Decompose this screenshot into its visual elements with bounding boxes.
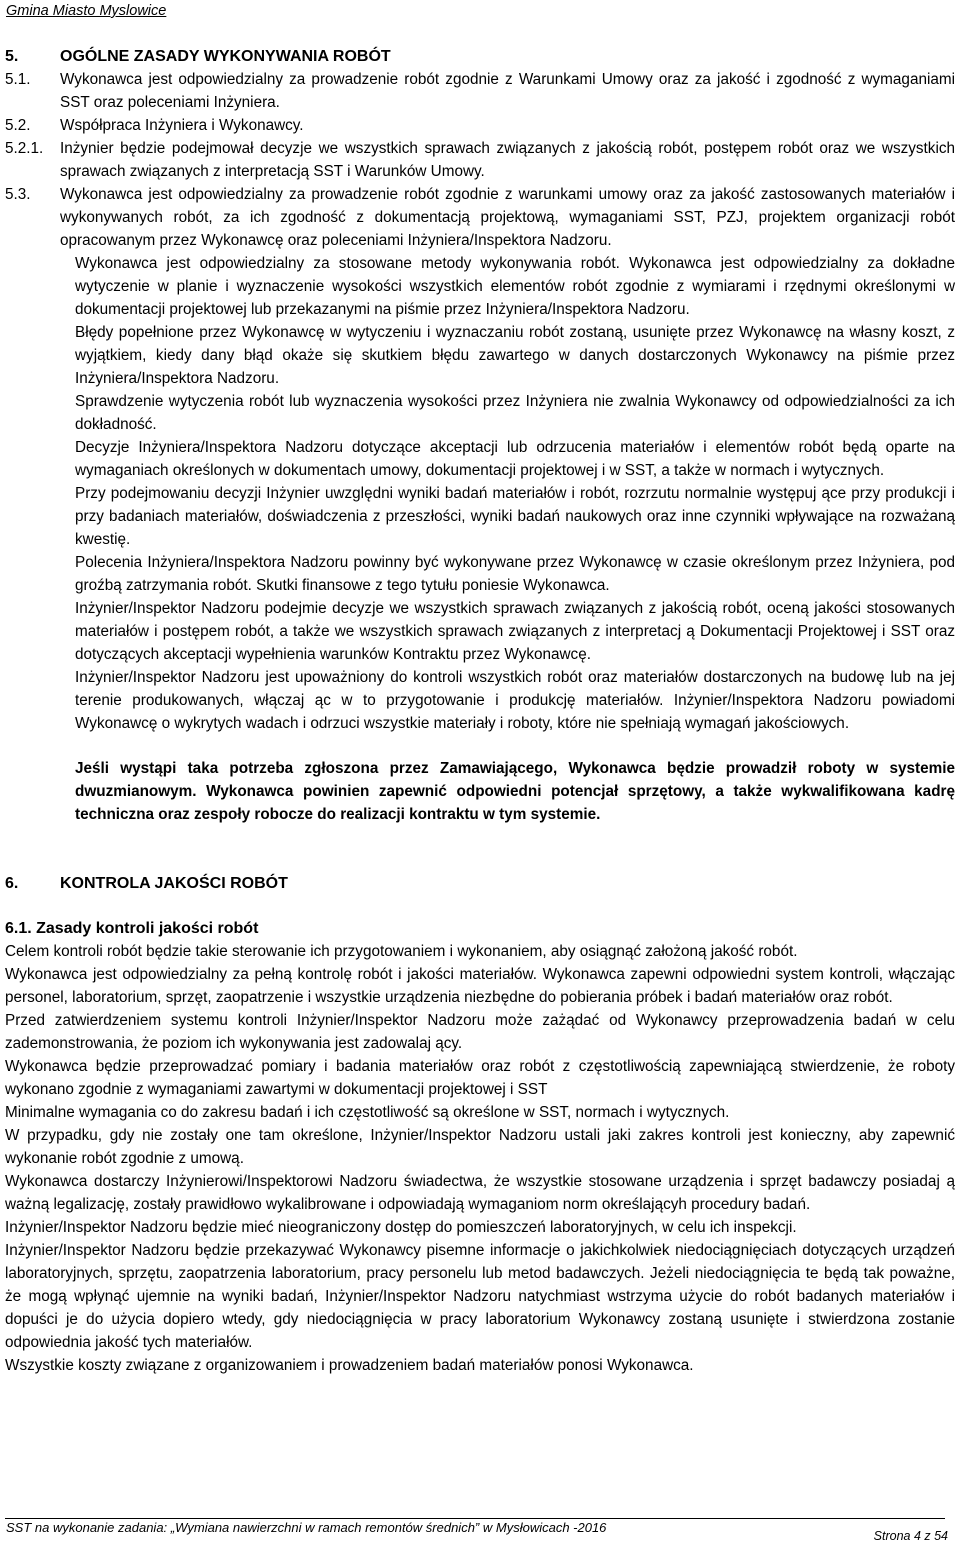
paragraph: Polecenia Inżyniera/Inspektora Nadzoru powinny być wykonywane przez Wykonawcę w czasie określonym przez Inżyniera, pod groźbą zatrzymania robót. Skutki finansowe z tego tytułu poniesie Wykonawca.: [75, 554, 955, 594]
page-number: Strona 4 z 54: [873, 1529, 948, 1543]
paragraph: Wykonawca będzie przeprowadzać pomiary i badania materiałów oraz robót z częstotliwością zapewniającą stwierdzenie, że roboty wykonano zgodnie z wymaganiami zawartymi w dokumentacji projektowej i SST: [5, 1058, 955, 1098]
paragraph-5-2: [5, 114, 955, 137]
section-title: KONTROLA JAKOŚCI ROBÓT: [60, 875, 288, 892]
paragraph-number: 5.1.: [5, 71, 31, 88]
paragraph-number: 5.2.1.: [5, 140, 44, 157]
paragraph-text: Wykonawca jest odpowiedzialny za prowadzenie robót zgodnie z Warunkami Umowy oraz za jakość i zgodność z wymaganiami SST oraz poleceniami Inżyniera.: [60, 71, 955, 111]
paragraph: W przypadku, gdy nie zostały one tam określone, Inżynier/Inspektor Nadzoru ustali jaki zakres kontroli jest konieczny, aby zapewnić wykonanie robót zgodnie z umową.: [5, 1127, 955, 1167]
paragraph: Inżynier/Inspektor Nadzoru jest upoważniony do kontroli wszystkich robót oraz materiałów dostarczonych na budowę lub na jej terenie produkowanych, włączaj ąc w to przygotowanie i produkcję materiałów. Inżynier/Inspektora Nadzoru powiadomi Wykonawcę o wykrytych wadach i odrzuci wszystkie materiały i roboty, które nie spełniają wymagań jakościowych.: [75, 669, 955, 732]
paragraph: Wykonawca dostarczy Inżynierowi/Inspektorowi Nadzoru świadectwa, że wszystkie stosowane urządzenia i sprzęt badawczy posiadaj ą ważną legalizację, zostały prawidłowo wykalibrowane i odpowiadają wymaganiom norm określającyh procedury badań.: [5, 1173, 955, 1213]
paragraph-5-3: [5, 183, 955, 252]
paragraph: Błędy popełnione przez Wykonawcę w wytyczeniu i wyznaczaniu robót zostaną, usunięte przez Wykonawcę na własny koszt, z wyjątkiem, kiedy dany błąd okaże się skutkiem błędu zawartego w danych dostarczonych Wykonawcy na piśmie przez Inżyniera/Inspektora Nadzoru.: [75, 324, 955, 387]
paragraph-text: Wykonawca jest odpowiedzialny za prowadzenie robót zgodnie z warunkami umowy oraz za jakość zastosowanych materiałów i wykonywanych robót, za ich zgodność z dokumentacją projektową, wymaganiami SST, PZJ, projektem organizacji robót opracowanym przez Wykonawcę oraz poleceniami Inżyniera/Inspektora Nadzoru.: [60, 186, 955, 249]
subsection-6-1-heading: 6.1. Zasady kontroli jakości robót: [5, 920, 259, 937]
footer-document-title: SST na wykonanie zadania: „Wymiana nawierzchni w ramach remontów średnich” w Mysłowicach -2016: [6, 1520, 607, 1535]
paragraph-number: 5.2.: [5, 117, 31, 134]
paragraph: Inżynier/Inspektor Nadzoru będzie mieć nieograniczony dostęp do pomieszczeń laboratoryjnych, w celu ich inspekcji.: [5, 1219, 797, 1236]
section-6-heading: [5, 872, 955, 895]
paragraph: Wykonawca jest odpowiedzialny za stosowane metody wykonywania robót. Wykonawca jest odpowiedzialny za dokładne wytyczenie w planie i wyznaczenie wysokości wszystkich elementów robót zgodnie z wymiarami i rzędnymi określonymi w dokumentacji projektowej lub przekazanymi na piśmie przez Inżyniera/Inspektora Nadzoru.: [75, 255, 955, 318]
paragraph-5-2-1: [5, 137, 955, 183]
paragraph: Decyzje Inżyniera/Inspektora Nadzoru dotyczące akceptacji lub odrzucenia materiałów i elementów robót będą oparte na wymaganiach określonych w dokumentach umowy, dokumentacji projektowej i w SST, a także w normach i wytycznych.: [75, 439, 955, 479]
page-header: Gmina Miasto Myslowice: [6, 3, 167, 19]
paragraph: Wszystkie koszty związane z organizowaniem i prowadzeniem badań materiałów ponosi Wykonawca.: [5, 1357, 694, 1374]
section-number: 6.: [5, 875, 19, 892]
paragraph: Inżynier/Inspektor Nadzoru podejmie decyzje we wszystkich sprawach związanych z jakością robót, oceną jakości stosowanych materiałów i postępem robót, a także we wszystkich sprawach związanych z interpretacj ą Dokumentacji Projektowej i SST oraz dotyczących akceptacji wypełnienia warunków Kontraktu przez Wykonawcę.: [75, 600, 955, 663]
section-5-heading: [5, 45, 955, 68]
paragraph: Minimalne wymagania co do zakresu badań i ich częstotliwość są określone w SST, normach i wytycznych.: [5, 1104, 730, 1121]
section-number: 5.: [5, 48, 19, 65]
section-title: OGÓLNE ZASADY WYKONYWANIA ROBÓT: [60, 48, 391, 65]
document-body: [5, 45, 955, 1377]
paragraph-text: Współpraca Inżyniera i Wykonawcy.: [60, 117, 304, 134]
paragraph: Wykonawca jest odpowiedzialny za pełną kontrolę robót i jakości materiałów. Wykonawca zapewni odpowiedni system kontroli, włączając personel, laboratorium, sprzęt, zaopatrzenie i wszystkie urządzenia niezbędne do pobierania próbek i badań materiałów oraz robót.: [5, 966, 955, 1006]
paragraph-5-1: [5, 68, 955, 114]
paragraph: Inżynier/Inspektor Nadzoru będzie przekazywać Wykonawcy pisemne informacje o jakichkolwiek niedociągnięciach dotyczących urządzeń laboratoryjnych, sprzętu, zaopatrzenia laboratorium, pracy personelu lub metod badawczych. Jeżeli niedociągnięcia te będą tak poważne, że mogą wpłynąć ujemnie na wyniki badań, Inżynier/Inspektor Nadzoru natychmiast wstrzyma użycie do robót badanych materiałów i dopuści je do użycia dopiero wtedy, gdy niedociągnięcia w pracy laboratorium Wykonawcy zostaną usunięte i stwierdzona zostanie odpowiednia jakość tych materiałów.: [5, 1242, 955, 1351]
paragraph: Sprawdzenie wytyczenia robót lub wyznaczenia wysokości przez Inżyniera nie zwalnia Wykonawcy od odpowiedzialności za ich dokładność.: [75, 393, 955, 433]
paragraph: Przed zatwierdzeniem systemu kontroli Inżynier/Inspektor Nadzoru może zażądać od Wykonawcy przeprowadzenia badań w celu zademonstrowania, że poziom ich wykonywania jest zadowalaj ący.: [5, 1012, 955, 1052]
paragraph: Celem kontroli robót będzie takie sterowanie ich przygotowaniem i wykonaniem, aby osiągnąć założoną jakość robót.: [5, 943, 798, 960]
bold-paragraph: Jeśli wystąpi taka potrzeba zgłoszona przez Zamawiającego, Wykonawca będzie prowadził roboty w systemie dwuzmianowym. Wykonawca powinien zapewnić odpowiedni potencjał sprzętowy, a także wykwalifikowana kadrę techniczna oraz zespoły robocze do realizacji kontraktu w tym systemie.: [75, 760, 955, 823]
paragraph-number: 5.3.: [5, 186, 31, 203]
paragraph-text: Inżynier będzie podejmował decyzje we wszystkich sprawach związanych z jakością robót, postępem robót oraz we wszystkich sprawach związanych z interpretacją SST i Warunków Umowy.: [60, 140, 955, 180]
paragraph: Przy podejmowaniu decyzji Inżynier uwzględni wyniki badań materiałów i robót, rozrzutu normalnie występuj ące przy produkcji i przy badaniach materiałów, doświadczenia z przeszłości, wyniki badań naukowych oraz inne czynniki wpływające na rozważaną kwestię.: [75, 485, 955, 548]
footer-divider: [5, 1518, 945, 1519]
